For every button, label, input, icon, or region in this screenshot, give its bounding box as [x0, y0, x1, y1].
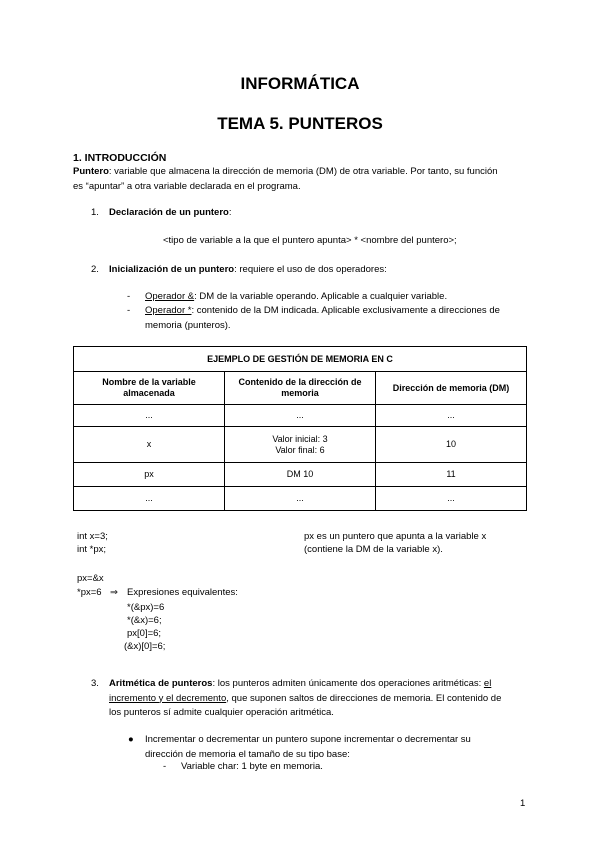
dash-icon: - — [127, 305, 131, 316]
table-cell — [225, 427, 376, 463]
page-number: 1 — [520, 798, 526, 809]
operator-ampersand-name: Operador & — [145, 291, 195, 302]
code-line: px=&x — [77, 573, 104, 584]
table-cell: ... — [225, 487, 376, 511]
table-row — [74, 487, 527, 511]
sub-bullet-text: Variable char: 1 byte en memoria. — [181, 761, 323, 772]
underlined-text: incremento y el decremento — [109, 692, 227, 704]
section-heading: 1. INTRODUCCIÓN — [73, 152, 167, 164]
dash-icon: - — [163, 761, 167, 772]
table-cell: 10 — [376, 427, 527, 463]
underlined-text: el — [483, 678, 492, 689]
code-block — [77, 531, 108, 556]
definition-line-2: es “apuntar” a otra variable declarada en el programa. — [73, 180, 301, 192]
item-number-1: 1. — [91, 207, 99, 218]
table-cell: px — [74, 463, 225, 487]
bullet-icon: ● — [128, 734, 134, 745]
bullet-line-2: dirección de memoria el tamaño de su tipo base: — [145, 748, 350, 760]
table-row — [74, 463, 527, 487]
code-line: *px=6 — [77, 587, 102, 598]
code-line: int x=3; — [77, 531, 108, 542]
code-line: int *px; — [77, 543, 107, 555]
item-inicializacion — [109, 263, 387, 278]
bullet-line-1: Incrementar o decrementar un puntero supone incrementar o decrementar su — [145, 734, 471, 745]
table-row — [74, 427, 527, 463]
table-row — [74, 405, 527, 427]
operator-asterisk — [145, 304, 535, 333]
operator-asterisk-name: Operador * — [145, 305, 192, 316]
equivalent-label: Expresiones equivalentes: — [127, 587, 238, 598]
pointer-term: Puntero — [73, 166, 109, 177]
operator-ampersand — [145, 290, 535, 305]
item-number-3: 3. — [91, 678, 99, 689]
equivalent-expression: *(&px)=6 — [127, 602, 165, 613]
item-aritmetica-text: : los punteros admiten únicamente dos operaciones aritméticas: — [212, 678, 484, 689]
equivalent-expression: px[0]=6; — [127, 628, 162, 639]
code-note-line: px es un puntero que apunta a la variable x — [304, 531, 487, 542]
table-cell: ... — [376, 405, 527, 427]
table-cell: x — [74, 427, 225, 463]
item-declaracion-suffix: : — [228, 207, 232, 218]
table-cell: ... — [225, 405, 376, 427]
table-cell: DM 10 — [225, 463, 376, 487]
item-aritmetica-label: Aritmética de punteros — [109, 678, 213, 689]
item-aritmetica-text-2: , que suponen saltos de direcciones de memoria. El contenido de — [226, 692, 502, 704]
memory-table — [73, 346, 527, 511]
item-declaracion — [109, 206, 231, 221]
table-header: Nombre de la variable almacenada — [74, 372, 225, 405]
equivalent-expression: (&x)[0]=6; — [124, 641, 166, 652]
document-subtitle: TEMA 5. PUNTEROS — [217, 114, 383, 133]
equivalent-expression: *(&x)=6; — [127, 615, 162, 626]
item-number-2: 2. — [91, 264, 99, 275]
value-final: Valor final: 6 — [275, 444, 325, 455]
code-note — [304, 531, 486, 556]
item-inicializacion-label: Inicialización de un puntero — [109, 264, 235, 275]
item-aritmetica — [109, 677, 529, 721]
definition-line-1: : variable que almacena la dirección de memoria (DM) de otra variable. Por tanto, su función — [108, 166, 498, 177]
operator-ampersand-text: : DM de la variable operando. Aplicable a cualquier variable. — [194, 291, 448, 302]
table-cell: ... — [74, 487, 225, 511]
pointer-definition — [73, 165, 533, 194]
implies-arrow-icon: ⇒ — [110, 587, 118, 598]
table-cell: 11 — [376, 463, 527, 487]
value-initial: Valor inicial: 3 — [272, 433, 328, 444]
item-aritmetica-text-3: los punteros sí admite cualquier operación aritmética. — [109, 707, 334, 718]
dash-icon: - — [127, 291, 131, 302]
table-header: Contenido de la dirección de memoria — [225, 372, 376, 405]
table-header: Dirección de memoria (DM) — [376, 372, 527, 405]
operator-asterisk-text: : contenido de la DM indicada. Aplicable exclusivamente a direcciones de — [191, 305, 500, 316]
declaration-syntax: <tipo de variable a la que el puntero apunta> * <nombre del puntero>; — [163, 235, 457, 246]
document-title: INFORMÁTICA — [240, 74, 360, 93]
table-title: EJEMPLO DE GESTIÓN DE MEMORIA EN C — [74, 347, 527, 372]
bullet-text — [145, 733, 528, 762]
table-cell: ... — [74, 405, 225, 427]
table-cell: ... — [376, 487, 527, 511]
code-note-line: (contiene la DM de la variable x). — [304, 543, 443, 555]
item-inicializacion-text: : requiere el uso de dos operadores: — [234, 264, 387, 275]
item-declaracion-label: Declaración de un puntero — [109, 207, 229, 218]
operator-asterisk-text-2: memoria (punteros). — [145, 319, 231, 331]
